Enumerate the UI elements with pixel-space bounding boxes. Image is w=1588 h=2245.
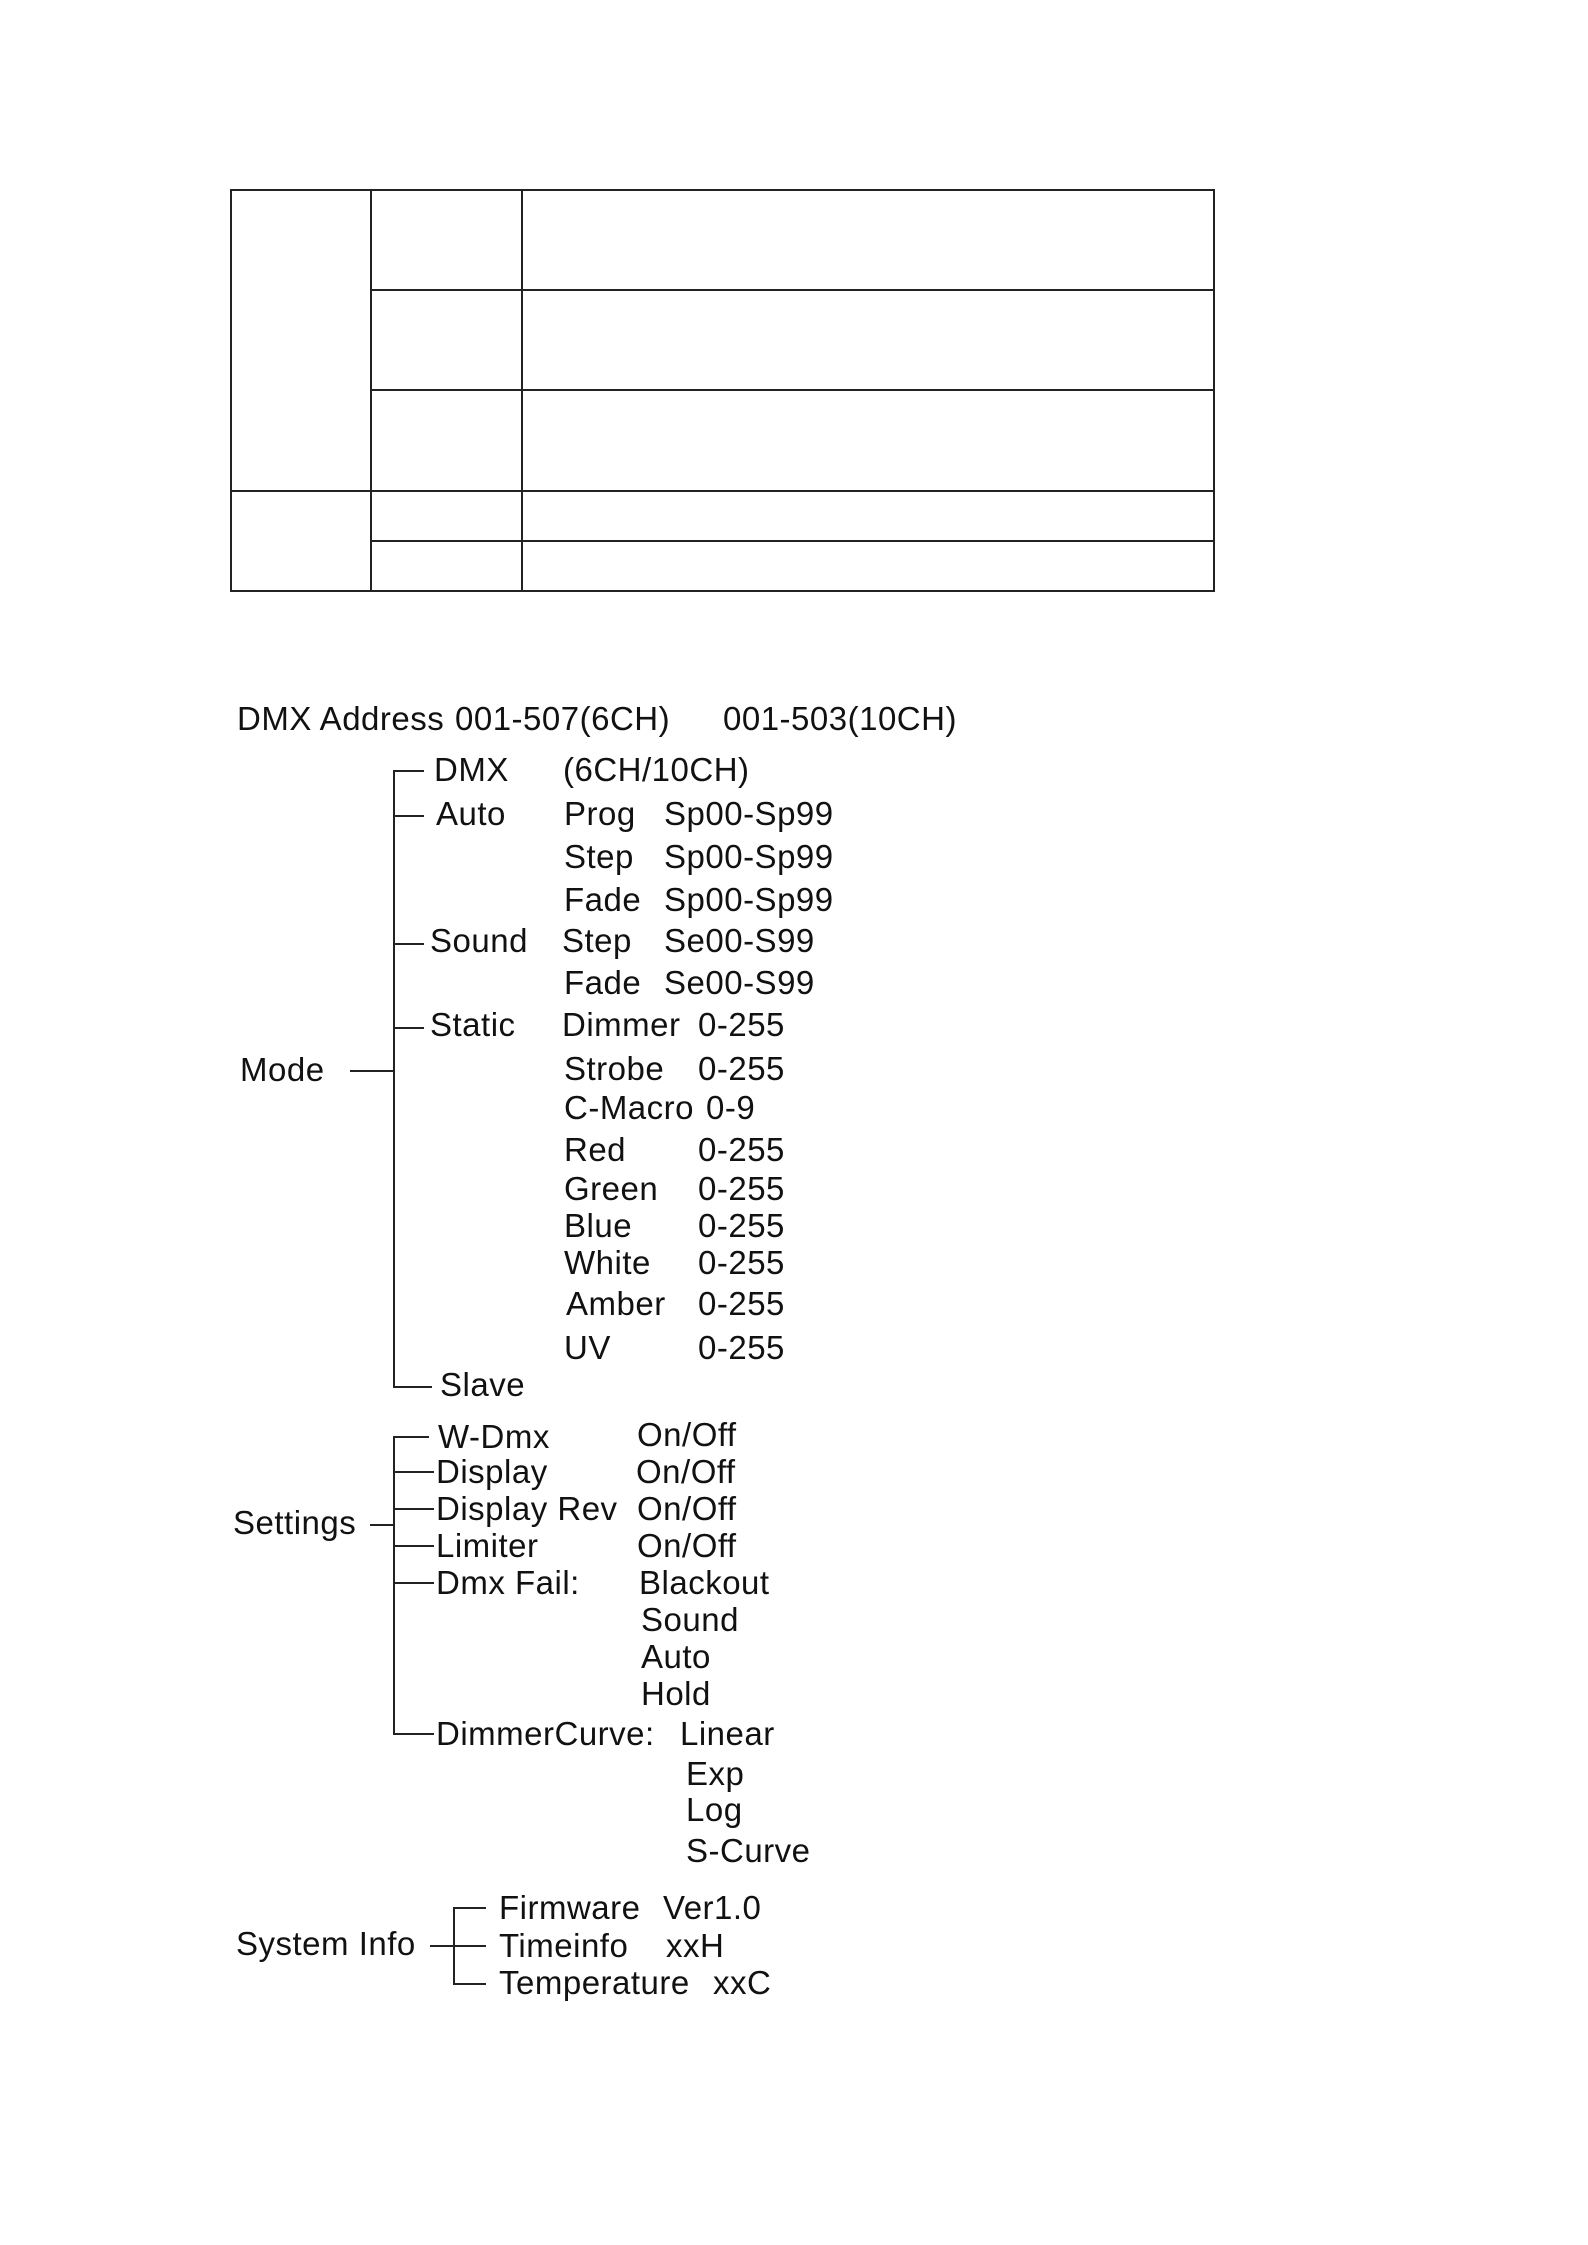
settings-dmx-fail: Dmx Fail: — [436, 1564, 580, 1601]
tree-connector — [350, 1070, 394, 1072]
mode-auto-fade: Fade — [564, 881, 642, 918]
tree-branch — [393, 943, 424, 945]
static-amber-value: 0-255 — [698, 1285, 785, 1322]
tree-branch — [393, 1582, 434, 1584]
settings-label: Settings — [233, 1504, 357, 1541]
tree-branch — [393, 1545, 434, 1547]
static-dimmer: Dimmer — [562, 1006, 681, 1043]
tree-trunk — [393, 770, 395, 1387]
dimmer-curve-option: Log — [686, 1791, 743, 1828]
static-red-value: 0-255 — [698, 1131, 785, 1168]
tree-connector — [430, 1945, 454, 1947]
mode-auto-fade-value: Sp00-Sp99 — [664, 881, 834, 918]
static-dimmer-value: 0-255 — [698, 1006, 785, 1043]
settings-dimmer-curve: DimmerCurve: — [436, 1715, 655, 1752]
system-info-label: System Info — [236, 1925, 416, 1962]
settings-display-rev-value: On/Off — [637, 1490, 737, 1527]
mode-dmx-value: (6CH/10CH) — [563, 751, 750, 788]
static-uv: UV — [564, 1329, 611, 1366]
dimmer-curve-option: Exp — [686, 1755, 745, 1792]
settings-display: Display — [436, 1453, 548, 1490]
table-divider — [370, 540, 1215, 542]
dmx-range-10ch: 001-503(10CH) — [723, 700, 957, 737]
static-green-value: 0-255 — [698, 1170, 785, 1207]
tree-branch — [453, 1907, 486, 1909]
tree-branch — [453, 1983, 486, 1985]
system-temperature-value: xxC — [713, 1964, 772, 2001]
static-green: Green — [564, 1170, 659, 1207]
dmx-fail-option: Hold — [641, 1675, 711, 1712]
table-divider — [230, 490, 1215, 492]
tree-branch — [393, 1733, 434, 1735]
dmx-fail-option: Auto — [641, 1638, 711, 1675]
mode-static-label: Static — [430, 1006, 516, 1043]
table-divider — [370, 289, 1215, 291]
table-divider — [370, 389, 1215, 391]
system-timeinfo-value: xxH — [666, 1927, 725, 1964]
mode-auto-prog-value: Sp00-Sp99 — [664, 795, 834, 832]
tree-trunk — [393, 1436, 395, 1734]
settings-limiter: Limiter — [436, 1527, 539, 1564]
settings-display-rev: Display Rev — [436, 1490, 618, 1527]
static-strobe-value: 0-255 — [698, 1050, 785, 1087]
mode-sound-label: Sound — [430, 922, 528, 959]
static-red: Red — [564, 1131, 627, 1168]
mode-sound-fade-value: Se00-S99 — [664, 964, 815, 1001]
dmx-range-6ch: 001-507(6CH) — [455, 700, 671, 737]
static-blue-value: 0-255 — [698, 1207, 785, 1244]
mode-auto-step: Step — [564, 838, 634, 875]
system-timeinfo: Timeinfo — [499, 1927, 629, 1964]
static-strobe: Strobe — [564, 1050, 665, 1087]
dmx-fail-option: Sound — [641, 1601, 739, 1638]
dmx-fail-option: Blackout — [639, 1564, 770, 1601]
settings-wdmx-value: On/Off — [637, 1416, 737, 1453]
settings-display-value: On/Off — [636, 1453, 736, 1490]
dimmer-curve-option: Linear — [680, 1715, 775, 1752]
tree-branch — [393, 1386, 432, 1388]
static-amber: Amber — [566, 1285, 666, 1322]
static-blue: Blue — [564, 1207, 633, 1244]
settings-wdmx: W-Dmx — [438, 1418, 550, 1455]
tree-branch — [393, 1436, 429, 1438]
static-white-value: 0-255 — [698, 1244, 785, 1281]
mode-dmx-label: DMX — [434, 751, 509, 788]
mode-auto-step-value: Sp00-Sp99 — [664, 838, 834, 875]
mode-slave-label: Slave — [440, 1366, 526, 1403]
system-temperature: Temperature — [499, 1964, 690, 2001]
tree-branch — [393, 1471, 434, 1473]
tree-branch — [393, 815, 424, 817]
system-firmware: Firmware — [499, 1889, 641, 1926]
tree-connector — [370, 1524, 394, 1526]
tree-branch — [393, 1508, 434, 1510]
mode-sound-fade: Fade — [564, 964, 642, 1001]
static-c-macro-value: 0-9 — [706, 1089, 756, 1126]
tree-branch — [393, 770, 424, 772]
mode-auto-label: Auto — [436, 795, 506, 832]
static-c-macro: C-Macro — [564, 1089, 695, 1126]
static-uv-value: 0-255 — [698, 1329, 785, 1366]
mode-sound-step-value: Se00-S99 — [664, 922, 815, 959]
static-white: White — [564, 1244, 651, 1281]
tree-branch — [393, 1027, 424, 1029]
mode-label: Mode — [240, 1051, 325, 1088]
mode-sound-step: Step — [562, 922, 632, 959]
mode-auto-prog: Prog — [564, 795, 636, 832]
dimmer-curve-option: S-Curve — [686, 1832, 811, 1869]
settings-limiter-value: On/Off — [637, 1527, 737, 1564]
tree-branch — [453, 1945, 486, 1947]
system-firmware-value: Ver1.0 — [663, 1889, 762, 1926]
dmx-address-label: DMX Address — [237, 700, 445, 737]
